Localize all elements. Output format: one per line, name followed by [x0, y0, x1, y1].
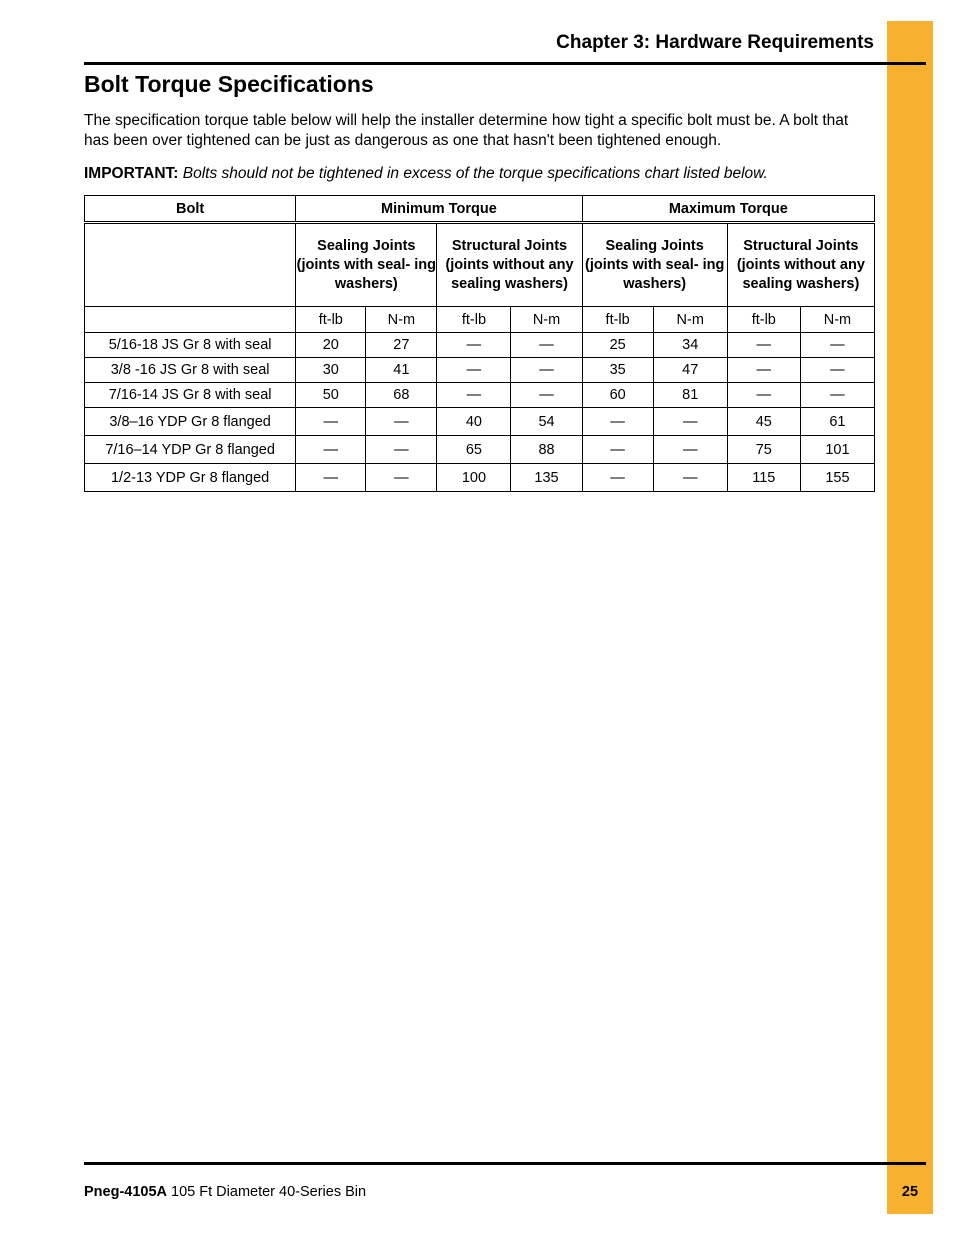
value-cell: —: [800, 358, 874, 383]
value-cell: —: [511, 333, 582, 358]
value-cell: —: [296, 464, 366, 492]
footer-doc-title: 105 Ft Diameter 40-Series Bin: [171, 1184, 367, 1200]
bolt-cell: 3/8–16 YDP Gr 8 flanged: [85, 408, 296, 436]
footer-doc-info: [84, 1184, 366, 1200]
value-cell: 81: [653, 383, 727, 408]
maximum-torque-header: Maximum Torque: [582, 196, 874, 223]
bolt-cell: 1/2-13 YDP Gr 8 flanged: [85, 464, 296, 492]
table-row: [85, 383, 875, 408]
minimum-torque-header: Minimum Torque: [296, 196, 582, 223]
value-cell: 35: [582, 358, 653, 383]
value-cell: 41: [366, 358, 437, 383]
page-title: Bolt Torque Specifications: [84, 71, 374, 97]
max-sealing-joints-header: Sealing Joints (joints with seal- ing washers): [582, 223, 727, 307]
value-cell: 135: [511, 464, 582, 492]
value-cell: 115: [727, 464, 800, 492]
value-cell: —: [727, 383, 800, 408]
value-cell: —: [727, 333, 800, 358]
value-cell: —: [653, 464, 727, 492]
unit-cell: N-m: [511, 307, 582, 333]
value-cell: —: [653, 408, 727, 436]
value-cell: 60: [582, 383, 653, 408]
value-cell: 54: [511, 408, 582, 436]
value-cell: —: [437, 333, 511, 358]
unit-cell: ft-lb: [727, 307, 800, 333]
bolt-cell: 3/8 -16 JS Gr 8 with seal: [85, 358, 296, 383]
table-row: [85, 408, 875, 436]
footer-doc-id: Pneg-4105A: [84, 1184, 168, 1200]
value-cell: —: [511, 383, 582, 408]
table-subheader-row: [85, 223, 875, 307]
torque-table: [84, 195, 875, 492]
value-cell: —: [653, 436, 727, 464]
value-cell: —: [366, 408, 437, 436]
unit-cell: ft-lb: [437, 307, 511, 333]
bolt-subheader-blank: [85, 223, 296, 307]
value-cell: 34: [653, 333, 727, 358]
value-cell: 27: [366, 333, 437, 358]
table-units-row: [85, 307, 875, 333]
value-cell: 75: [727, 436, 800, 464]
intro-paragraph: The specification torque table below will help the installer determine how tight a specific bolt must be. A bolt that has been over tightened can be just as dangerous as one that hasn't been tightened enough.: [84, 112, 849, 149]
value-cell: —: [582, 436, 653, 464]
table-group-header-row: [85, 196, 875, 223]
table-row: [85, 464, 875, 492]
value-cell: —: [582, 464, 653, 492]
value-cell: 30: [296, 358, 366, 383]
min-structural-joints-header: Structural Joints (joints without any sealing washers): [437, 223, 582, 307]
value-cell: 61: [800, 408, 874, 436]
value-cell: 65: [437, 436, 511, 464]
table-row: [85, 358, 875, 383]
units-blank-cell: [85, 307, 296, 333]
unit-cell: N-m: [800, 307, 874, 333]
value-cell: —: [437, 358, 511, 383]
value-cell: 68: [366, 383, 437, 408]
value-cell: —: [366, 464, 437, 492]
unit-cell: N-m: [653, 307, 727, 333]
table-row: [85, 436, 875, 464]
value-cell: —: [800, 333, 874, 358]
important-note: [84, 164, 874, 184]
value-cell: —: [727, 358, 800, 383]
important-text: Bolts should not be tightened in excess of the torque specifications chart listed below.: [182, 165, 768, 182]
value-cell: 155: [800, 464, 874, 492]
value-cell: —: [296, 436, 366, 464]
value-cell: 25: [582, 333, 653, 358]
header-rule: [84, 62, 926, 65]
unit-cell: ft-lb: [582, 307, 653, 333]
value-cell: —: [511, 358, 582, 383]
page-number: 25: [901, 1184, 919, 1200]
table-row: [85, 333, 875, 358]
value-cell: —: [582, 408, 653, 436]
max-structural-joints-header: Structural Joints (joints without any sealing washers): [727, 223, 874, 307]
unit-cell: N-m: [366, 307, 437, 333]
value-cell: 50: [296, 383, 366, 408]
chapter-side-tab: [887, 21, 933, 1214]
bolt-cell: 7/16-14 JS Gr 8 with seal: [85, 383, 296, 408]
important-label: IMPORTANT:: [84, 165, 179, 182]
value-cell: —: [296, 408, 366, 436]
value-cell: 101: [800, 436, 874, 464]
value-cell: 100: [437, 464, 511, 492]
bolt-header: Bolt: [85, 196, 296, 223]
value-cell: 20: [296, 333, 366, 358]
value-cell: 47: [653, 358, 727, 383]
value-cell: 88: [511, 436, 582, 464]
value-cell: 45: [727, 408, 800, 436]
bolt-cell: 5/16-18 JS Gr 8 with seal: [85, 333, 296, 358]
value-cell: —: [437, 383, 511, 408]
chapter-heading: Chapter 3: Hardware Requirements: [556, 32, 874, 53]
value-cell: —: [366, 436, 437, 464]
bolt-cell: 7/16–14 YDP Gr 8 flanged: [85, 436, 296, 464]
value-cell: 40: [437, 408, 511, 436]
value-cell: —: [800, 383, 874, 408]
min-sealing-joints-header: Sealing Joints (joints with seal- ing washers): [296, 223, 437, 307]
unit-cell: ft-lb: [296, 307, 366, 333]
footer-rule: [84, 1162, 926, 1165]
